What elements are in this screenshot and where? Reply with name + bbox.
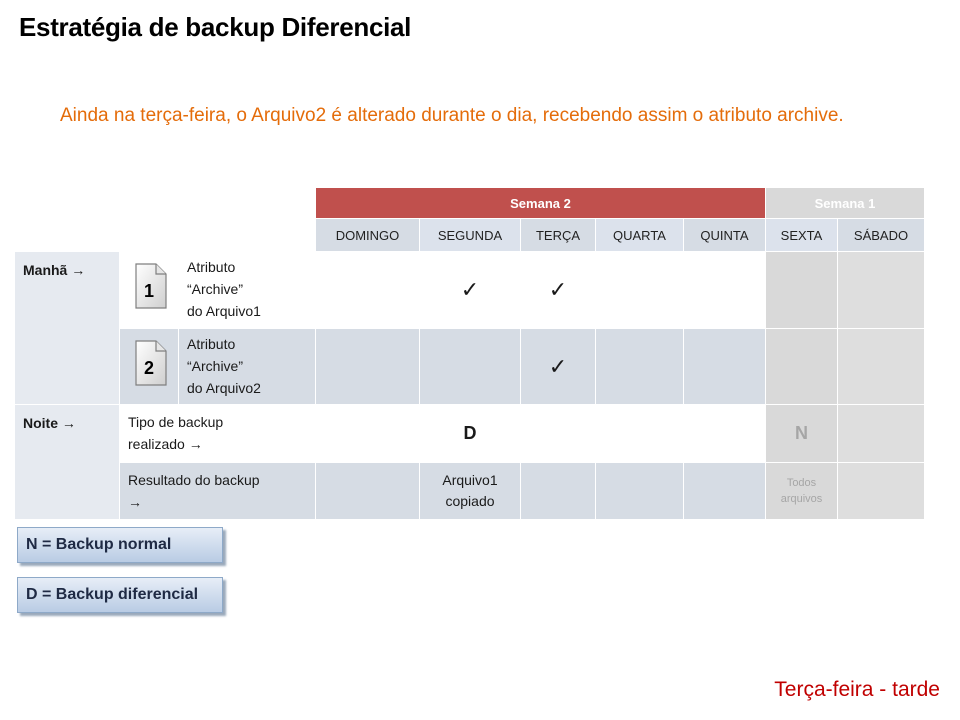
legend-diferencial: D = Backup diferencial xyxy=(17,577,223,613)
file1-number: 1 xyxy=(143,281,155,301)
backup-result-segunda: Arquivo1 copiado xyxy=(420,463,520,519)
week2-header: Semana 2 xyxy=(316,188,765,218)
backup-type-quarta xyxy=(596,405,683,462)
legend-normal: N = Backup normal xyxy=(17,527,223,563)
day-sabado: SÁBADO xyxy=(838,219,924,251)
file1-check-segunda: ✓ xyxy=(420,252,520,328)
backup-result-sabado xyxy=(838,463,924,519)
file1-icon-cell xyxy=(120,252,178,328)
backup-type-quinta xyxy=(684,405,765,462)
file2-check-sexta xyxy=(766,329,837,404)
day-domingo: DOMINGO xyxy=(316,219,419,251)
file1-check-quinta xyxy=(684,252,765,328)
file2-icon-cell xyxy=(120,329,178,404)
week1-header: Semana 1 xyxy=(766,188,924,218)
day-terca: TERÇA xyxy=(521,219,595,251)
file1-check-sexta xyxy=(766,252,837,328)
day-segunda: SEGUNDA xyxy=(420,219,520,251)
file2-check-sabado xyxy=(838,329,924,404)
file1-desc-line: do Arquivo1 xyxy=(187,303,261,319)
day-sexta: SEXTA xyxy=(766,219,837,251)
backup-result-domingo xyxy=(316,463,419,519)
backup-result-quarta xyxy=(596,463,683,519)
file1-check-sabado xyxy=(838,252,924,328)
file1-desc-line: “Archive” xyxy=(187,281,244,297)
file2-desc-line: do Arquivo2 xyxy=(187,380,261,396)
file2-check-domingo xyxy=(316,329,419,404)
backup-type-label xyxy=(120,405,315,462)
document-icon xyxy=(134,339,168,387)
file2-check-quarta xyxy=(596,329,683,404)
file2-check-segunda xyxy=(420,329,520,404)
file2-number: 2 xyxy=(143,358,155,378)
page-subtitle: Ainda na terça-feira, o Arquivo2 é alterado durante o dia, recebendo assim o atributo archive. xyxy=(60,105,844,126)
backup-result-terca xyxy=(521,463,595,519)
backup-type-label-line: realizado → xyxy=(128,436,203,452)
file2-check-quinta xyxy=(684,329,765,404)
backup-type-label-line: Tipo de backup xyxy=(128,414,224,430)
backup-type-sabado xyxy=(838,405,924,462)
backup-result-label-line: → xyxy=(128,494,142,510)
file1-desc-line: Atributo xyxy=(187,259,236,275)
backup-result-label xyxy=(120,463,315,519)
day-quarta: QUARTA xyxy=(596,219,683,251)
file2-desc-line: Atributo xyxy=(187,336,236,352)
backup-type-terca xyxy=(521,405,595,462)
day-quinta: QUINTA xyxy=(684,219,765,251)
row-label-noite: Noite → xyxy=(15,405,119,519)
file1-check-domingo xyxy=(316,252,419,328)
file2-description xyxy=(179,329,315,404)
row-label-manha: Manhã → xyxy=(15,252,119,404)
backup-result-quinta xyxy=(684,463,765,519)
backup-result-label-line: Resultado do backup xyxy=(128,472,260,488)
backup-type-domingo xyxy=(316,405,419,462)
page-title: Estratégia de backup Diferencial xyxy=(19,12,412,42)
file2-check-terca: ✓ xyxy=(521,329,595,404)
footer-caption: Terça-feira - tarde xyxy=(774,678,940,701)
backup-type-segunda: D xyxy=(420,405,520,462)
file2-desc-line: “Archive” xyxy=(187,358,244,374)
file1-check-quarta xyxy=(596,252,683,328)
file1-description xyxy=(179,252,315,328)
backup-result-sexta: Todos arquivos xyxy=(766,463,837,519)
backup-type-sexta: N xyxy=(766,405,837,462)
file1-check-terca: ✓ xyxy=(521,252,595,328)
document-icon xyxy=(134,262,168,310)
